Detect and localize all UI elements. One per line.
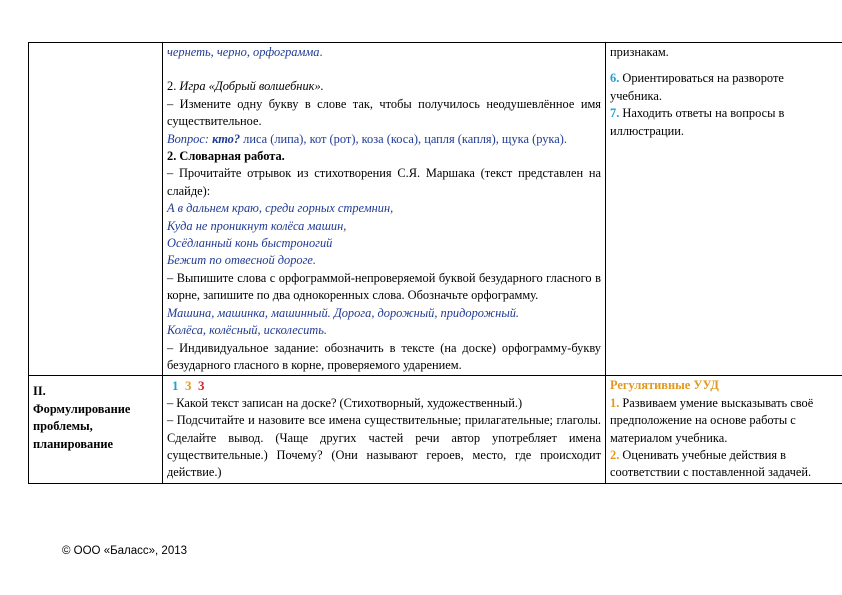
uud-text: Оценивать учебные действия в соответствии с поставленной задачей. (610, 447, 812, 480)
uud-cell (606, 376, 842, 483)
uud-cell (606, 43, 842, 376)
uud-item-6 (610, 70, 838, 105)
uud-item-1 (610, 395, 838, 447)
number-blue: 1 (172, 378, 179, 394)
question-text: лиса (липа), кот (рот), коза (коса), цапля (капля), щука (рука). (240, 131, 567, 146)
poem-line: Куда не проникнут колёса машин, (167, 218, 347, 233)
stage-title: Формулирование проблемы, планирование (33, 401, 131, 451)
top-line (167, 44, 601, 61)
question-label: Вопрос: (167, 131, 213, 146)
poem-line: Бежит по отвесной дороге. (167, 253, 317, 268)
vocab-task: – Прочитайте отрывок из стихотворения С.Я. Маршака (текст представлен на слайде): (167, 166, 601, 198)
uud-number: 1. (610, 395, 620, 410)
top-words: чернеть, черно, орфограмма (167, 45, 320, 59)
top-dot: . (319, 45, 323, 59)
poem-line: Осёдланный конь быстроногий (167, 236, 333, 251)
uud-text: Развиваем умение высказывать своё предположение на основе работы с материалом учебника. (610, 395, 814, 445)
game-task: – Измените одну букву в слове так, чтобы получилось неодушевлённое имя существительное. (167, 96, 601, 129)
vocab-heading: 2. Словарная работа. (167, 149, 285, 164)
uud-top-line: признакам. (610, 45, 669, 59)
stage-number: II. (33, 384, 46, 399)
uud-number: 6. (610, 71, 620, 86)
game-number: 2. (167, 79, 180, 94)
table-row (29, 43, 842, 376)
uud-text: Ориентироваться на развороте учебника. (610, 71, 784, 103)
individual-task: – Индивидуальное задание: обозначить в тексте (на доске) орфограмму-букву безударного гласного в корне, проверяемого ударением. (167, 340, 601, 372)
table-row (29, 376, 842, 483)
uud-number: 7. (610, 106, 620, 121)
uud-heading: Регулятивные УУД (610, 378, 719, 393)
answer-line: Колёса, колёсный, исколесить. (167, 323, 327, 338)
game-heading (167, 78, 601, 95)
lesson-table (28, 42, 842, 484)
number-red: 3 (198, 378, 205, 394)
answer-line: Машина, машинка, машинный. Дорога, дорожный, придорожный. (167, 305, 520, 320)
uud-number: 2. (610, 447, 620, 462)
stage-cell-empty (29, 43, 163, 376)
copyright-footer: © ООО «Баласс», 2013 (62, 545, 188, 557)
write-task: – Выпишите слова с орфограммой-непроверяемой буквой безударного гласного в корне, запишите по два однокоренных слова. Обозначьте орфограмму. (167, 270, 601, 303)
activity-cell (163, 376, 606, 483)
board-question: – Какой текст записан на доске? (Стихотворный, художественный.) (167, 395, 523, 410)
activity-cell (163, 43, 606, 376)
game-question (167, 131, 601, 148)
poem-line: А в дальнем краю, среди горных стремнин, (167, 201, 394, 216)
uud-text: Находить ответы на вопросы в иллюстрации. (610, 106, 785, 138)
stage-cell (29, 376, 163, 483)
game-title: Игра «Добрый волшебник». (179, 79, 324, 94)
number-orange: 3 (185, 378, 192, 394)
count-task: – Подсчитайте и назовите все имена существительные; прилагательные; глаголы. Сделайте вывод. (Чаще других частей речи автор употребляет имена существительные.) Почему? (Они называют героев, место, где происходит действие.) (167, 413, 601, 480)
uud-item-2 (610, 447, 838, 482)
question-who: кто? (212, 131, 241, 146)
uud-item-7 (610, 105, 838, 140)
slide-numbers (167, 377, 601, 394)
